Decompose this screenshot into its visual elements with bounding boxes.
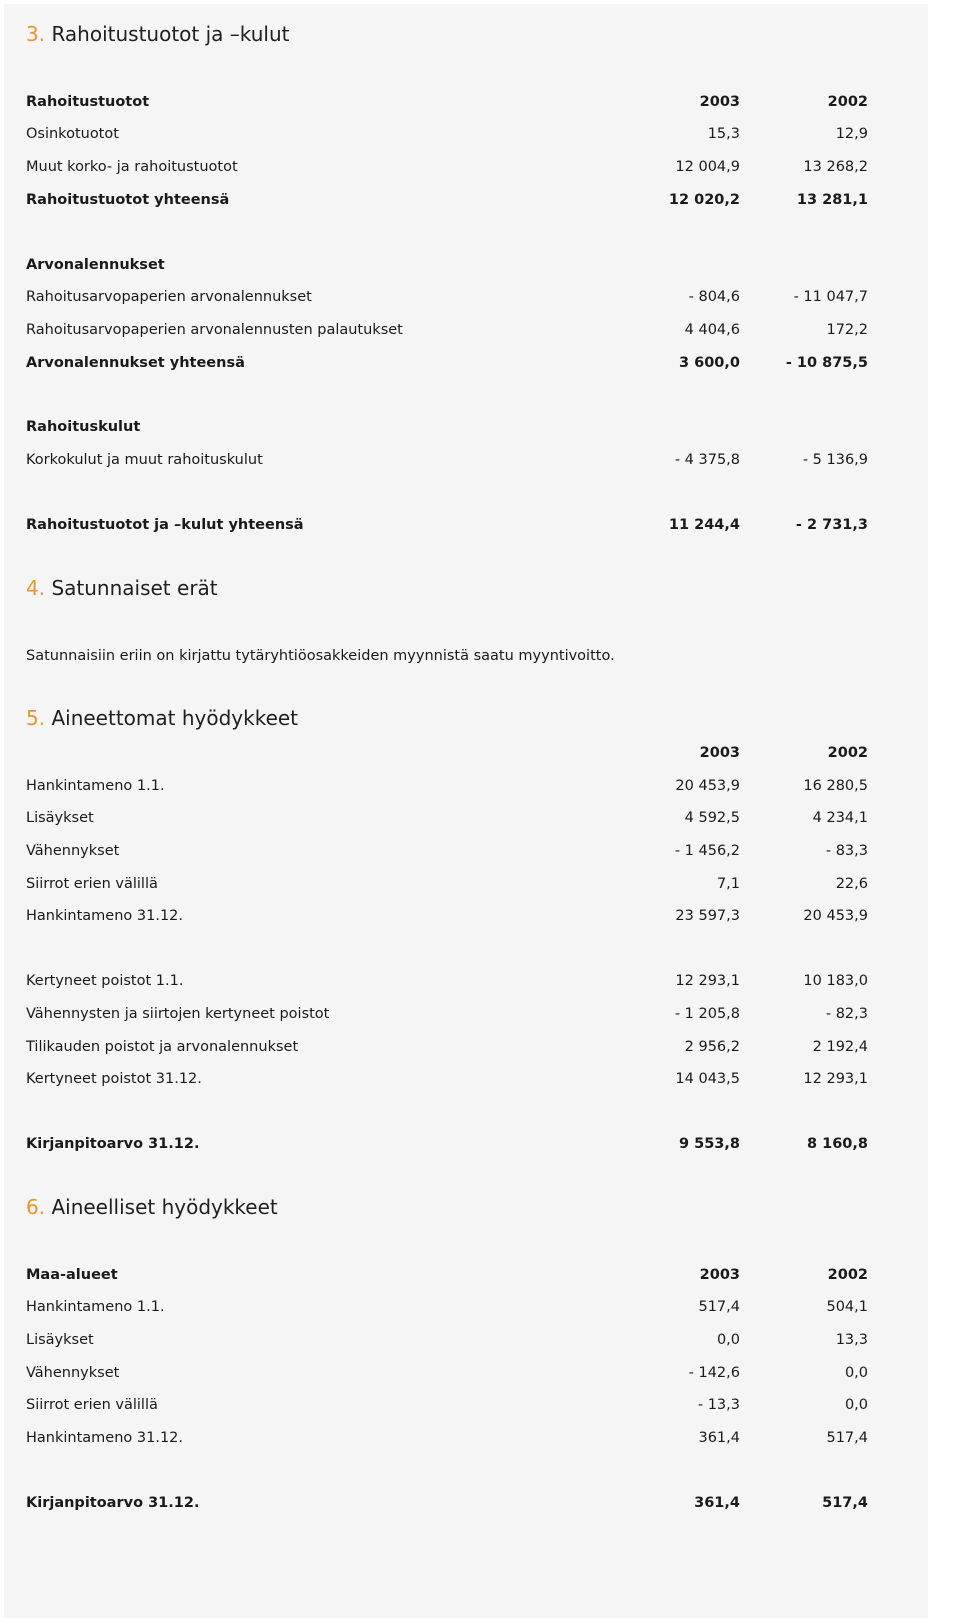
table-row: Lisäykset 0,0 13,3 — [26, 1332, 868, 1348]
document-page — [4, 4, 928, 1618]
table-header-row: Rahoitustuotot 2003 2002 — [26, 94, 868, 110]
table-row: Hankintameno 1.1. 20 453,9 16 280,5 — [26, 778, 868, 794]
table-header-row: 2003 2002 — [699, 745, 868, 761]
table-row: Lisäykset 4 592,5 4 234,1 — [26, 810, 868, 826]
table-row: Hankintameno 31.12. 361,4 517,4 — [26, 1430, 868, 1446]
table-grand-total-row: Rahoitustuotot ja –kulut yhteensä 11 244,4 - 2 731,3 — [26, 517, 868, 533]
section-5-heading: 5. Aineettomat hyödykkeet — [26, 706, 299, 730]
section-4-text: Satunnaisiin eriin on kirjattu tytäryhtiöosakkeiden myynnistä saatu myyntivoitto. — [26, 648, 615, 664]
table-subheader-row: Rahoituskulut — [26, 419, 141, 435]
table-row: Kertyneet poistot 1.1. 12 293,1 10 183,0 — [26, 973, 868, 989]
table-row: Muut korko- ja rahoitustuotot 12 004,9 13 268,2 — [26, 159, 868, 175]
table-row: Osinkotuotot 15,3 12,9 — [26, 126, 868, 142]
table-row: Vähennykset - 1 456,2 - 83,3 — [26, 843, 868, 859]
table-total-row: Kirjanpitoarvo 31.12. 9 553,8 8 160,8 — [26, 1136, 868, 1152]
table-row: Vähennykset - 142,6 0,0 — [26, 1365, 868, 1381]
table-subheader-row: Arvonalennukset — [26, 257, 165, 273]
table-total-row: Kirjanpitoarvo 31.12. 361,4 517,4 — [26, 1495, 868, 1511]
table-header-row: Maa-alueet 2003 2002 — [26, 1267, 868, 1283]
table-row: Kertyneet poistot 31.12. 14 043,5 12 293,1 — [26, 1071, 868, 1087]
table-row: Rahoitusarvopaperien arvonalennusten palautukset 4 404,6 172,2 — [26, 322, 868, 338]
table-row: Hankintameno 31.12. 23 597,3 20 453,9 — [26, 908, 868, 924]
table-row: Siirrot erien välillä - 13,3 0,0 — [26, 1397, 868, 1413]
table-total-row: Arvonalennukset yhteensä 3 600,0 - 10 875,5 — [26, 355, 868, 371]
table-row: Korkokulut ja muut rahoituskulut - 4 375,8 - 5 136,9 — [26, 452, 868, 468]
table-row: Rahoitusarvopaperien arvonalennukset - 804,6 - 11 047,7 — [26, 289, 868, 305]
section-4-heading: 4. Satunnaiset erät — [26, 576, 218, 600]
section-3-heading: 3. Rahoitustuotot ja –kulut — [26, 22, 290, 46]
table-row: Vähennysten ja siirtojen kertyneet poistot - 1 205,8 - 82,3 — [26, 1006, 868, 1022]
table-total-row: Rahoitustuotot yhteensä 12 020,2 13 281,1 — [26, 192, 868, 208]
section-6-heading: 6. Aineelliset hyödykkeet — [26, 1195, 278, 1219]
table-row: Hankintameno 1.1. 517,4 504,1 — [26, 1299, 868, 1315]
table-row: Tilikauden poistot ja arvonalennukset 2 956,2 2 192,4 — [26, 1039, 868, 1055]
table-row: Siirrot erien välillä 7,1 22,6 — [26, 876, 868, 892]
